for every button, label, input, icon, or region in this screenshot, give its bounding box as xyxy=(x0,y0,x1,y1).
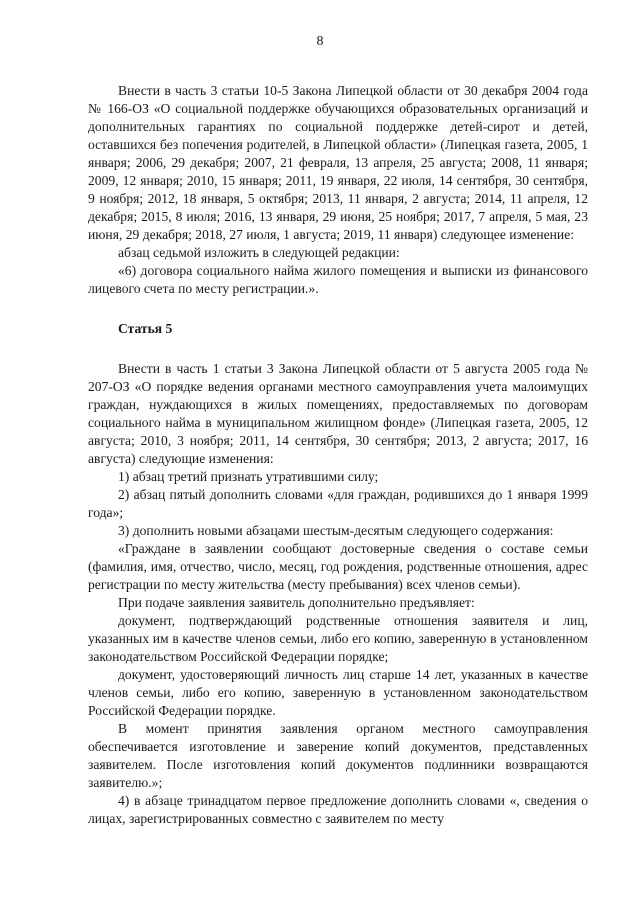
paragraph-article-5-intro: Внести в часть 1 статьи 3 Закона Липецкой области от 5 августа 2005 года № 207-ОЗ «О порядке ведения органами местного самоуправления учета малоимущих граждан, нуждающихся в жилых помещениях, предоставляемых по договорам социального найма в муниципальном жилищном фонде» (Липецкая газета, 2005, 12 августа; 2010, 3 ноября; 2011, 14 сентября, 30 сентября; 2013, 2 августа; 2017, 16 августа) следующие изменения: xyxy=(88,361,588,466)
section-spacer xyxy=(88,338,588,360)
article-5-heading: Статья 5 xyxy=(118,321,173,336)
paragraph-item-2: 2) абзац пятый дополнить словами «для граждан, родившихся до 1 января 1999 года»; xyxy=(88,487,588,520)
paragraph-article-4-new-text: «6) договора социального найма жилого помещения и выписки из финансового лицевого счета по месту регистрации.». xyxy=(88,263,588,296)
paragraph-item-3: 3) дополнить новыми абзацами шестым-десятым следующего содержания: xyxy=(118,523,554,538)
paragraph-kinship-document: документ, подтверждающий родственные отношения заявителя и лиц, указанных им в качестве членов семьи, либо его копию, заверенную в установленном законодательством Российской Федерации порядке; xyxy=(88,613,588,664)
paragraph-copies: В момент принятия заявления органом местного самоуправления обеспечивается изготовление и заверение копий документов, представленных заявителем. После изготовления копий документов подлинники возвращаются заявителю.»; xyxy=(88,721,588,790)
paragraph-submission: При подаче заявления заявитель дополнительно предъявляет: xyxy=(118,595,475,610)
paragraph-item-1: 1) абзац третий признать утратившими силу; xyxy=(118,469,379,484)
page-number: 8 xyxy=(316,34,324,49)
paragraph-article-4-intro: Внести в часть 3 статьи 10-5 Закона Липецкой области от 30 декабря 2004 года № 166-ОЗ «О социальной поддержке обучающихся образовательных организаций и дополнительных гарантиях по социальной поддержке детей-сирот и детей, оставшихся без попечения родителей, в Липецкой области» (Липецкая газета, 2005, 1 января; 2006, 29 декабря; 2007, 21 февраля, 13 апреля, 25 августа; 2008, 11 января; 2009, 12 января; 2010, 15 января; 2011, 19 января, 22 июля, 14 сентября, 30 сентября, 9 ноября; 2012, 18 января, 5 октября; 2013, 11 января, 2 августа; 2014, 11 апреля, 12 декабря; 2015, 8 июля; 2016, 13 января, 29 июня, 25 ноября; 2017, 7 апреля, 5 мая, 23 июня, 29 декабря; 2018, 27 июля, 1 августа; 2019, 11 января) следующее изменение: xyxy=(88,83,588,242)
paragraph-family-info: «Граждане в заявлении сообщают достоверные сведения о составе семьи (фамилия, имя, отчество, число, месяц, год рождения, родственные отношения, адрес регистрации по месту жительства (месту пребывания) всех членов семьи). xyxy=(88,541,588,592)
paragraph-identity-document: документ, удостоверяющий личность лиц старше 14 лет, указанных в качестве членов семьи, либо его копию, заверенную в установленном законодательством Российской Федерации порядке. xyxy=(88,667,588,718)
section-spacer xyxy=(88,298,588,320)
paragraph-item-4: 4) в абзаце тринадцатом первое предложение дополнить словами «, сведения о лицах, зарегистрированных совместно с заявителем по месту xyxy=(88,793,588,826)
document-body xyxy=(88,82,588,828)
paragraph-article-4-item: абзац седьмой изложить в следующей редакции: xyxy=(118,245,400,260)
